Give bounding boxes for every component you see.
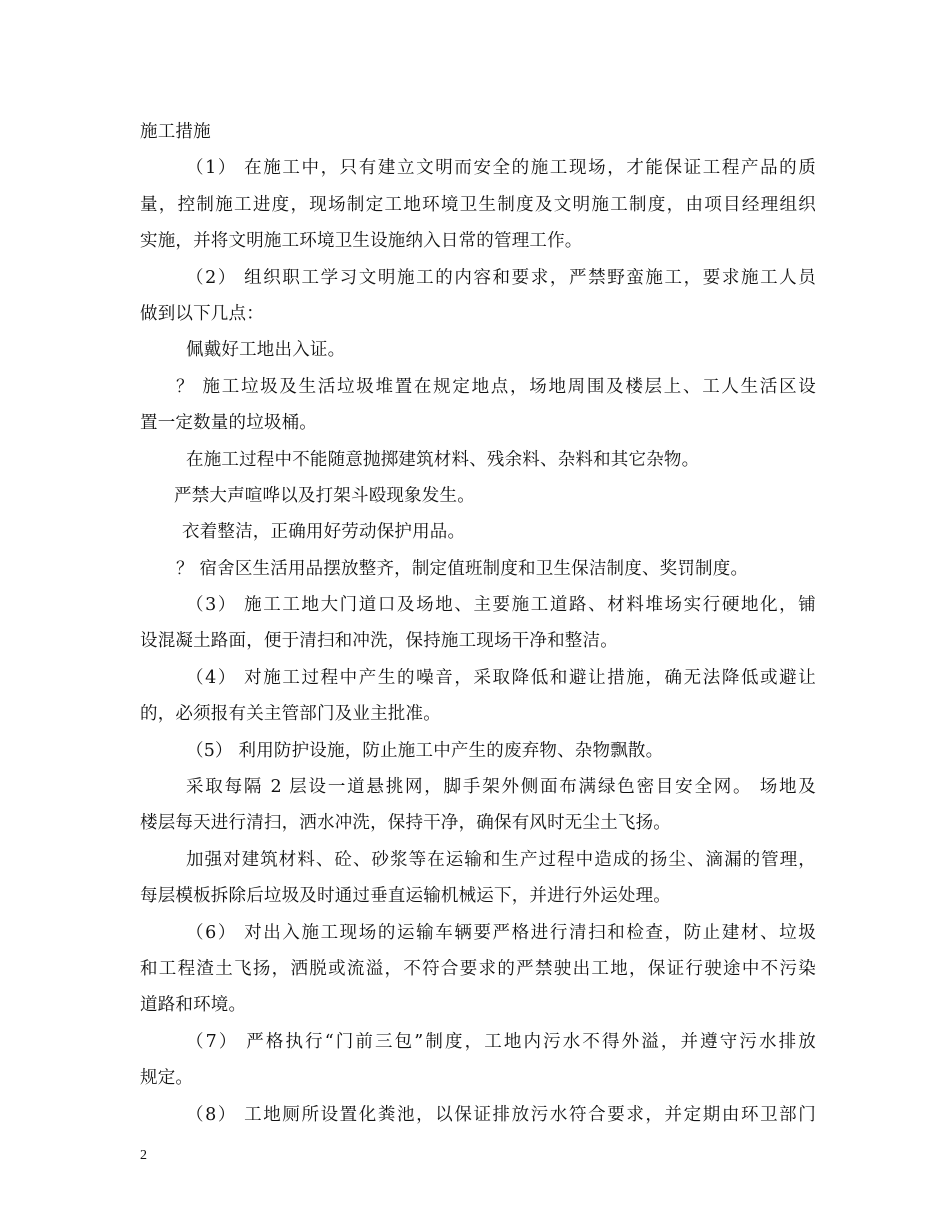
paragraph-4-line-1: （4） 对施工过程中产生的噪音，采取降低和避让措施，确无法降低或避让 <box>186 667 816 688</box>
paragraph-3-line-1: （3） 施工工地大门道口及场地、主要施工道路、材料堆场实行硬地化，铺 <box>186 595 816 616</box>
list-item-dormitory: ？ 宿舍区生活用品摆放整齐，制定值班制度和卫生保洁制度、奖罚制度。 <box>176 558 749 579</box>
paragraph-8-line-1: （8） 工地厕所设置化粪池，以保证排放污水符合要求，并定期由环卫部门 <box>186 1104 816 1125</box>
list-item-no-noise: 严禁大声喧哗以及打架斗殴现象发生。 <box>174 485 475 506</box>
paragraph-2-line-2: 做到以下几点： <box>140 303 264 324</box>
paragraph-1-line-1: （1） 在施工中，只有建立文明而安全的施工现场，才能保证工程产品的质 <box>186 158 816 179</box>
paragraph-5-line-3: 楼层每天进行清扫，洒水冲洗，保持干净，确保有风时无尘土飞扬。 <box>140 813 671 834</box>
list-item-no-throwing: 在施工过程中不能随意抛掷建筑材料、残余料、杂料和其它杂物。 <box>186 449 700 470</box>
paragraph-5-line-1: （5） 利用防护设施，防止施工中产生的废弃物、杂物飘散。 <box>186 740 664 761</box>
list-item-badge: 佩戴好工地出入证。 <box>186 340 346 361</box>
paragraph-5-line-4: 加强对建筑材料、砼、砂浆等在运输和生产过程中造成的扬尘、滴漏的管理， <box>186 849 816 870</box>
paragraph-6-line-2: 和工程渣土飞扬，洒脱或流溢，不符合要求的严禁驶出工地，保证行驶途中不污染 <box>140 958 816 979</box>
paragraph-2-line-1: （2） 组织职工学习文明施工的内容和要求，严禁野蛮施工，要求施工人员 <box>186 267 816 288</box>
paragraph-6-line-3: 道路和环境。 <box>140 995 247 1016</box>
page-number: 2 <box>140 1148 147 1163</box>
paragraph-1-line-3: 实施，并将文明施工环境卫生设施纳入日常的管理工作。 <box>140 231 583 252</box>
paragraph-6-line-1: （6） 对出入施工现场的运输车辆要严格进行清扫和检查，防止建材、垃圾 <box>186 922 816 943</box>
list-item-garbage-line-2: 置一定数量的垃圾桶。 <box>140 413 317 434</box>
section-title: 施工措施 <box>140 122 211 142</box>
paragraph-5-line-2: 采取每隔 2 层设一道悬挑网，脚手架外侧面布满绿色密目安全网。 场地及 <box>186 777 816 798</box>
list-item-clean-clothing: 衣着整洁，正确用好劳动保护用品。 <box>182 522 466 543</box>
paragraph-1-line-2: 量，控制施工进度，现场制定工地环境卫生制度及文明施工制度，由项目经理组织 <box>140 194 816 215</box>
list-item-garbage-line-1: ？ 施工垃圾及生活垃圾堆置在规定地点，场地周围及楼层上、工人生活区设 <box>176 376 816 397</box>
paragraph-7-line-1: （7） 严格执行“门前三包”制度，工地内污水不得外溢，并遵守污水排放 <box>186 1031 816 1052</box>
paragraph-4-line-2: 的，必须报有关主管部门及业主批准。 <box>140 704 441 725</box>
document-body <box>140 114 816 1133</box>
paragraph-3-line-2: 设混凝土路面，便于清扫和冲洗，保持施工现场干净和整洁。 <box>140 631 618 652</box>
paragraph-5-line-5: 每层模板拆除后垃圾及时通过垂直运输机械运下，并进行外运处理。 <box>140 886 671 907</box>
paragraph-7-line-2: 规定。 <box>140 1068 194 1089</box>
